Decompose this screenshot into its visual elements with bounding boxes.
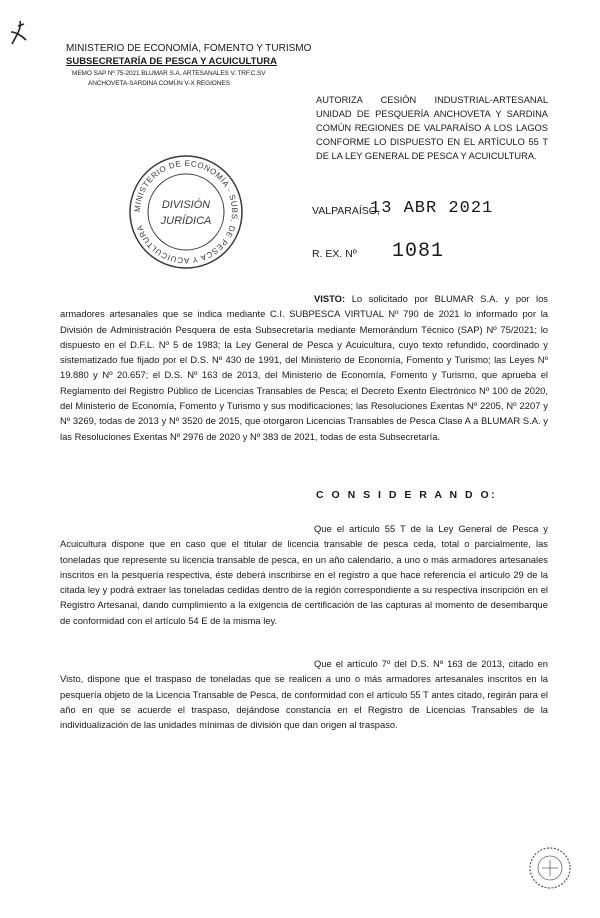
considerando-heading: C O N S I D E R A N D O:: [316, 489, 498, 501]
resolution-number: 1081: [392, 240, 445, 263]
subsecretaria-name: SUBSECRETARÍA DE PESCA Y ACUICULTURA: [66, 56, 277, 67]
memo-reference-line-1: MEMO SAP Nº 75-2021 BLUMAR S.A. ARTESANALES V. TRF.C.SV: [72, 70, 266, 77]
seal-line-2: JURÍDICA: [160, 215, 212, 227]
memo-reference-line-2: ANCHOVETA-SARDINA COMÚN V-X REGIONES: [88, 80, 230, 87]
ministry-name: MINISTERIO DE ECONOMÍA, FOMENTO Y TURISMO: [66, 43, 312, 54]
seal-ring-text: MINISTERIO DE ECONOMÍA - SUBS. DE PESCA Y ACUICULTURA: [132, 158, 240, 266]
considerando-paragraph-2: Que el artículo 7º del D.S. Nº 163 de 2013, citado en Visto, dispone que el traspaso de toneladas que se realicen a uno o más armadores artesanales inscritos en la pesquería objeto de la Licencia Transable de Pesca, de conformidad con el artículo 55 T antes citado, regirán para el año en que se acuerde el traspaso, dejándose constancia en el Registro de Licencias Transables de la individualización de las unidades mínimas de división que dan origen al traspaso.: [60, 658, 548, 731]
considerando-paragraph-1: Que el artículo 55 T de la Ley General de Pesca y Acuicultura dispone que en caso que el titular de licencia transable de pesca ceda, total o parcialmente, las toneladas que represente su licencia transable de pesca, en un año calendario, a uno o más armadores artesanales inscritos en la pesquería respectiva, éste deberá inscribirse en el registro a que hace referencia el artículo 29 de la citada ley y podrá extraer las toneladas cedidas dentro de la región correspondiente a su respectiva inscripción en el Registro Artesanal, dando cumplimiento a la exigencia de certificación de las capturas al momento de desembarque de conformidad con el artículo 54 E de la misma ley.: [60, 523, 548, 626]
bottom-seal-mark: [520, 838, 580, 898]
visto-text: Lo solicitado por BLUMAR S.A. y por los armadores artesanales que se indica mediante C.I. SUBPESCA VIRTUAL Nº 790 de 2021 lo informado por la División de Administración Pesquera de esta Subsecretaría mediante Memorándum Técnico (SAP) Nº 75/2021; lo dispuesto en el D.F.L. Nº 5 de 1983; la Ley General de Pesca y Acuicultura, cuyo texto refundido, coordinado y sistematizado fue fijado por el D.S. Nº 430 de 1991, del Ministerio de Economía, Fomento y Turismo; las Leyes Nº 19.880 y Nº 20.657; el D.S. Nº 163 de 2013, del Ministerio de Economía, Fomento y Turismo, que aprueba el Reglamento del Registro Público de Licencias Transables de Pesca; el Decreto Exento Electrónico Nº 100 de 2020, del Ministerio de Economía, Fomento y Turismo y sus modificaciones; las Resoluciones Exentas Nº 2205, Nº 2207 y Nº 3269, todas de 2013 y Nº 3520 de 2015, que otorgaron Licencias Transables de Pesca Clase A a BLUMAR S.A. y las Resoluciones Exentas Nº 2976 de 2020 y Nº 383 de 2021, todas de esta Subsecretaría.: [60, 293, 548, 442]
visto-heading: VISTO:: [314, 293, 346, 304]
resolution-label: R. EX. Nº: [312, 248, 357, 260]
seal-line-1: DIVISIÓN: [161, 199, 211, 211]
date-stamp: 13 ABR 2021: [370, 199, 494, 218]
visto-paragraph: [60, 291, 548, 444]
date-city: VALPARAÍSO,: [312, 205, 380, 217]
svg-text:MINISTERIO DE ECONOMÍA - SUBS.: [133, 159, 239, 265]
division-juridica-seal: [126, 152, 246, 272]
document-title: AUTORIZA CESIÓN INDUSTRIAL-ARTESANAL UNIDAD DE PESQUERÍA ANCHOVETA Y SARDINA COMÚN REGIONES DE VALPARAÍSO A LOS LAGOS CONFORME LO DISPUESTO EN EL ARTÍCULO 55 T DE LA LEY GENERAL DE PESCA Y ACUICULTURA.: [316, 95, 548, 161]
handwritten-initial-mark: [8, 18, 30, 48]
